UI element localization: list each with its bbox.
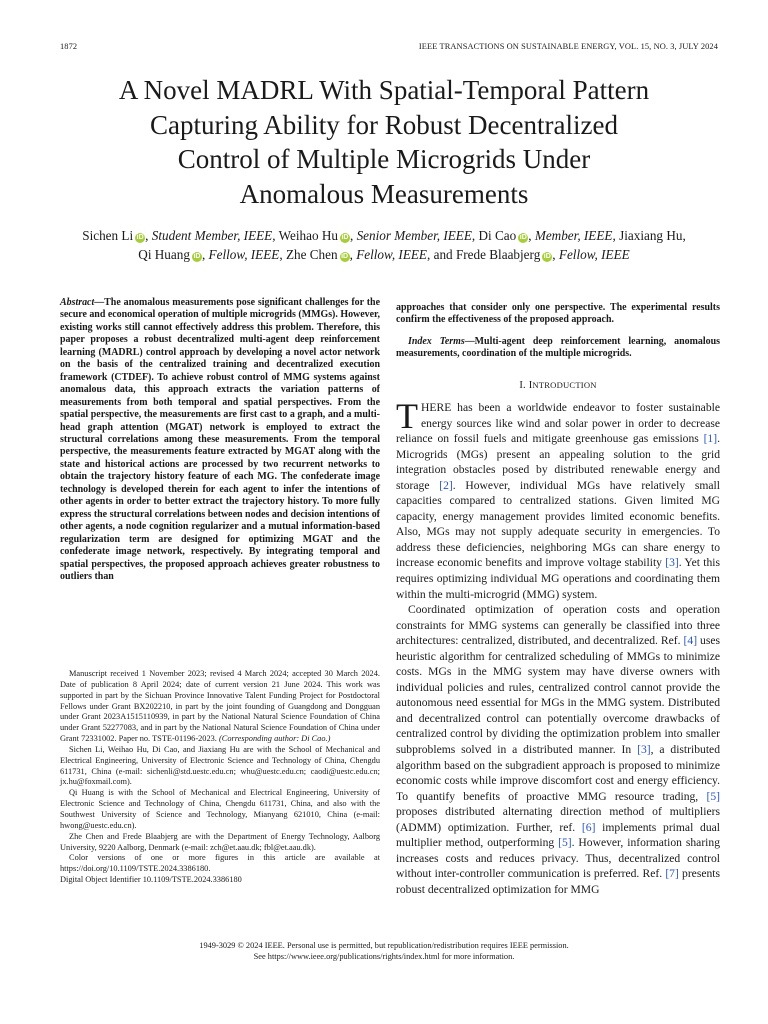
author-name[interactable]: Weihao Hu [278,228,338,243]
body-text: . However, individual MGs have relatively small capacities compared to centralized stations. Given limited MG capacity, energy management provides limited economic benefits. Also, MGs may not supply adequate security in emergencies. To address these deficiencies, neighboring MGs can share energy to increase economic benefits and improve voltage stability [396,478,720,570]
author-name[interactable]: Di Cao [478,228,517,243]
citation-link[interactable]: [7] [665,867,679,881]
body-text: . Microgrids (MGs) present an appealing solution to the grid integration obstacles posed by distributed renewable energy and storage [396,432,720,492]
author-line-1: Sichen Li iD , Student Member, IEEE, Weihao Hu iD , Senior Member, IEEE, Di Cao iD , Member, IEEE, Jiaxiang Hu, [82,228,686,243]
title-line: Control of Multiple Microgrids Under [177,144,591,174]
footnote-manuscript [60,669,380,745]
citation-link[interactable]: [6] [581,820,596,834]
author-name[interactable]: Zhe Chen [285,247,338,262]
author-name[interactable]: Sichen Li [82,228,134,243]
author-name[interactable]: Jiaxiang Hu [619,228,683,243]
index-terms: Index Terms—Multi-agent deep reinforcement learning, anomalous measurements, coordination of the multiple microgrids. [396,336,721,360]
citation-link[interactable]: [5] [558,836,572,850]
author-membership: Member, IEEE [534,228,613,243]
corresponding-author: (Corresponding author: Di Cao.) [218,734,331,744]
abstract-label: Abstract [60,297,95,308]
body-text: HERE has been a worldwide endeavor to foster sustainable energy sources like wind and solar power in order to decrease reliance on fossil fuels and mitigate greenhouse gas emissions [396,401,720,446]
footnote-manuscript-text: Manuscript received 1 November 2023; revised 4 March 2024; accepted 30 March 2024. Date of publication 8 April 2024; date of current version 21 June 2024. This work was supported in part by the Sichuan Province Innovative Talent Funding Project for Postdoctoral Fellows under Grant BX202210, in part by the joint founding of Guangdong and Dongguan under Grant 2023A1515110939, in part by the National Natural Science Foundation of China under Grant 52277083, and in part by the National Natural Science Foundation of China under Grant 72331002. Paper no. TSTE-01196-2023. [60,669,380,744]
title-line: A Novel MADRL With Spatial-Temporal Pattern [118,75,650,105]
index-terms-label: Index Terms [408,336,465,347]
author-list [40,226,728,264]
author-line-2: Qi Huang iD , Fellow, IEEE, Zhe Chen iD , Fellow, IEEE, and Frede Blaabjerg iD , Fellow, IEEE [138,247,630,262]
section-title-rest: NTRODUCTION [532,380,597,390]
orcid-icon[interactable]: iD [341,234,349,241]
author-membership: Fellow, IEEE [558,247,630,262]
copyright-line-1: 1949-3029 © 2024 IEEE. Personal use is permitted, but republication/redistribution requires IEEE permission. [199,941,569,950]
orcid-icon[interactable]: iD [341,253,349,260]
index-terms-text: Multi-agent deep reinforcement learning, anomalous measurements, coordination of the multiple microgrids. [396,336,721,360]
drop-cap: T [396,396,418,436]
abstract: Abstract—The anomalous measurements pose significant challenges for the secure and economical operation of multiple microgrids (MMGs). However, existing works still cannot effectively address this problem. Therefore, this paper proposes a robust decentralized multi-agent deep reinforcement learning (MADRL) control approach by developing a novel actor network on the basis of the centralized training and decentralized execution framework (CTDEF). To achieve robust control of MMG systems against anomalous data, this approach extracts the variation patterns of measurements from both temporal and spatial perspectives. From the spatial perspective, the measurements are first cast to a graph, and a multi-head graph attention (MGAT) network is employed to extract the structural correlations among these measurements. From the temporal perspective, the measurements feature extracted by MGAT along with the state and historical actions are processed by two recurrent networks to obtain the trajectory history feature of each MG. The confederate image technology is developed therein for each agent to infer the intentions of other agents in order to better extract the trajectory history. To more fully express the structural correlations between nodes and decision intentions of other agents, a node cognition regularizer and a mutual information-based regularization term are designed for optimizing MGAT and the confederate image network, respectively. By integrating temporal and spatial perspectives, the proposed approach achieves greater robustness to outliers than [60,297,380,582]
abstract-continuation: approaches that consider only one perspective. The experimental results confirm the effectiveness of the proposed approach. [396,302,720,326]
orcid-icon[interactable]: iD [136,234,144,241]
copyright-line-2: See https://www.ieee.org/publications/rights/index.html for more information. [253,952,515,961]
title-line: Anomalous Measurements [239,178,529,209]
footnotes [60,669,380,886]
copyright-notice [40,940,728,962]
title-line: Capturing Ability for Robust Decentralized [150,109,618,140]
citation-link[interactable]: [2] [439,478,453,492]
page-number: 1872 [60,42,78,51]
intro-paragraph-2 [396,602,720,897]
orcid-icon[interactable]: iD [519,234,527,241]
body-text: implements primal dual multiplier method, outperforming [396,820,720,850]
citation-link[interactable]: [3] [665,556,679,570]
footnote-affiliation-3: Zhe Chen and Frede Blaabjerg are with the Department of Energy Technology, Aalborg University, 9220 Aalborg, Denmark (e-mail: zch@et.aau.dk; fbl@et.aau.dk). [60,831,380,852]
citation-link[interactable]: [1] [703,432,718,446]
author-membership: Senior Member, IEEE [356,228,472,243]
citation-link[interactable]: [5] [706,789,720,803]
section-number: I. [519,380,526,391]
abstract-text: The anomalous measurements pose significant challenges for the secure and economical operation of multiple microgrids (MMGs). However, existing works still cannot effectively address this problem. Therefore, this paper proposes a robust decentralized multi-agent deep reinforcement learning (MADRL) control approach by developing a novel actor network on the basis of the centralized training and decentralized execution framework (CTDEF). To achieve robust control of MMG systems against anomalous data, this approach extracts the variation patterns of measurements from both temporal and spatial perspectives. From the spatial perspective, the measurements are first cast to a graph, and a multi-head graph attention (MGAT) network is employed to extract the structural correlations among these measurements. From the temporal perspective, the measurements feature extracted by MGAT along with the state and historical actions are processed by two recurrent networks to obtain the trajectory history feature of each MG. The confederate image technology is developed therein for each agent to infer the intentions of other agents in order to better extract the trajectory history. To more fully express the structural correlations between nodes and decision intentions of other agents, a node cognition regularizer and a mutual information-based regularization term are designed for optimizing MGAT and the confederate image network, respectively. By integrating temporal and spatial perspectives, the proposed approach achieves greater robustness to outliers than [60,297,380,582]
footnote-doi: Digital Object Identifier 10.1109/TSTE.2024.3386180 [60,875,242,885]
author-name[interactable]: Qi Huang [138,247,190,262]
footnote-affiliation-1: Sichen Li, Weihao Hu, Di Cao, and Jiaxiang Hu are with the School of Mechanical and Electrical Engineering, University of Electronic Science and Technology of China, Chengdu 611731, China (e-mail: sichenli@std.uestc.edu.cn; whu@uestc.edu.cn; caodi@uestc.edu.cn; jx.hu@foxmail.com). [60,744,380,787]
body-text: . However, information sharing increases costs and reduces privacy. Thus, decentralized control without inter-controller communication is preferred. Ref. [396,836,720,881]
orcid-icon[interactable]: iD [193,253,201,260]
paper-title [40,73,728,211]
author-membership: Fellow, IEEE [356,247,427,262]
section-title-initial: I [528,380,533,391]
author-membership: Student Member, IEEE [151,228,273,243]
orcid-icon[interactable]: iD [543,253,551,260]
introduction-body [396,396,721,898]
section-heading [396,380,720,391]
citation-link[interactable]: [3] [637,743,651,757]
journal-header: IEEE TRANSACTIONS ON SUSTAINABLE ENERGY, VOL. 15, NO. 3, JULY 2024 [418,42,718,51]
body-text: . Yet this requires optimizing individual MG operations and coordinating them within the multi-microgrid (MMG) system. [396,556,720,601]
footnote-affiliation-2: Qi Huang is with the School of Mechanical and Electrical Engineering, University of Electronic Science and Technology of China, Chengdu 611731, China, and also with the Southwest University of Science and Technology, Mianyang 621010, China (e-mail: hwong@uestc.edu.cn). [60,788,380,830]
intro-paragraph-1 [396,396,720,602]
citation-link[interactable]: [4] [683,634,698,648]
body-text: proposes distributed alternating direction method of multipliers (ADMM) optimization. Further, ref. [396,805,720,834]
author-name[interactable]: Frede Blaabjerg [455,247,541,262]
body-text: uses heuristic algorithm for centralized scheduling of MMGs to minimize costs. MGs in the MMG system may have diverse owners with individual policies and rules, centralized control cannot provide the autonomous need essential for MGs in the MMG system. Distributed and decentralized control can potentially overcome drawbacks of centralized control by dividing the optimization problem into smaller subproblems solved in a distributed manner. In [396,634,720,757]
body-text: , a distributed algorithm based on the subgradient approach is proposed to minimize economic costs while improve discomfort cost and energy efficiency. To quantify benefits of proactive MMG resource trading, [396,743,720,803]
author-and: and [433,247,456,262]
body-text: Coordinated optimization of operation costs and operation constraints for MMG systems can generally be classified into three architectures: centralized, distributed, and decentralized. Ref. [396,603,720,648]
author-membership: Fellow, IEEE [208,247,280,262]
body-text: presents robust decentralized optimization for MMG [396,867,721,896]
footnote-color-note: Color versions of one or more figures in this article are available at https://doi.org/10.1109/TSTE.2024.3386180. [60,853,380,874]
